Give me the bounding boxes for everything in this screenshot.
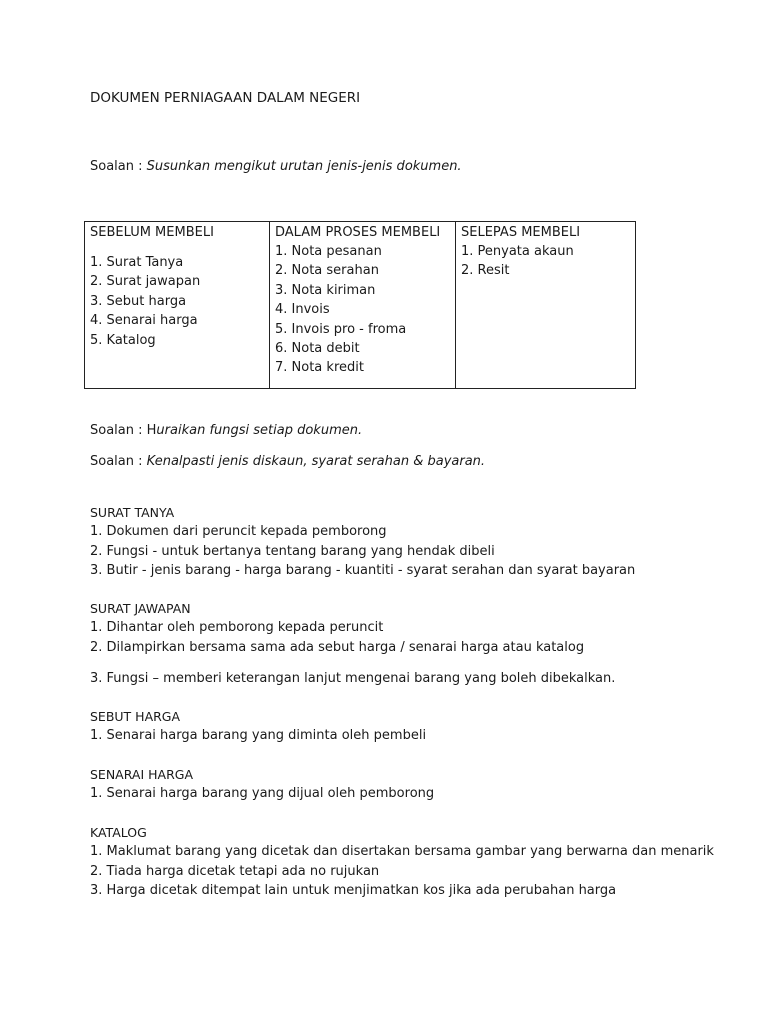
list-item: 4. Invois: [275, 302, 330, 318]
question-2-text: uraikan fungsi setiap dokumen.: [156, 423, 363, 438]
table-row: [85, 222, 636, 389]
question-2-prefix: Soalan : H: [90, 423, 157, 438]
list-item: 1. Dihantar oleh pemborong kepada peruncit: [90, 620, 384, 635]
list-item: 2. Dilampirkan bersama sama ada sebut harga / senarai harga atau katalog: [90, 639, 585, 655]
list-item: 1. Dokumen dari peruncit kepada pemborong: [90, 524, 387, 539]
list-item: 6. Nota debit: [275, 341, 360, 357]
list-item: 7. Nota kredit: [275, 360, 364, 376]
column-header: SEBELUM MEMBELI: [90, 225, 214, 240]
question-3: [90, 454, 485, 469]
list-item: 2. Surat jawapan: [90, 274, 201, 290]
column-dalam-proses-membeli: [270, 222, 456, 389]
section-surat-jawapan-item-3: [90, 669, 615, 689]
document-title: DOKUMEN PERNIAGAAN DALAM NEGERI: [90, 90, 361, 106]
list-item: 3. Sebut harga: [90, 293, 187, 309]
list-item: 1. Senarai harga barang yang diminta oleh pembeli: [90, 728, 427, 743]
column-selepas-membeli: [456, 222, 636, 389]
section-heading: KATALOG: [90, 825, 147, 840]
section-sebut-harga: [90, 707, 426, 746]
list-item: 1. Surat Tanya: [90, 255, 184, 270]
section-heading: SENARAI HARGA: [90, 767, 193, 782]
list-item: 1. Senarai harga barang yang dijual oleh pemborong: [90, 786, 435, 801]
list-item: 4. Senarai harga: [90, 313, 198, 329]
section-heading: SEBUT HARGA: [90, 709, 181, 724]
question-1-text: Susunkan mengikut urutan jenis-jenis dokumen.: [146, 159, 462, 174]
section-surat-tanya: [90, 503, 635, 581]
column-header: SELEPAS MEMBELI: [461, 225, 581, 240]
list-item: 5. Invois pro - froma: [275, 321, 407, 337]
column-header: DALAM PROSES MEMBELI: [275, 225, 441, 240]
list-item: 3. Harga dicetak ditempat lain untuk menjimatkan kos jika ada perubahan harga: [90, 883, 617, 899]
list-item: 1. Penyata akaun: [461, 244, 574, 259]
question-1-prefix: Soalan :: [90, 159, 147, 174]
column-sebelum-membeli: [85, 222, 270, 389]
question-3-text: Kenalpasti jenis diskaun, syarat serahan & bayaran.: [146, 454, 486, 469]
question-1: [90, 159, 462, 174]
list-item: 2. Tiada harga dicetak tetapi ada no rujukan: [90, 863, 380, 879]
list-item: 2. Fungsi - untuk bertanya tentang barang yang hendak dibeli: [90, 543, 495, 559]
question-3-prefix: Soalan :: [90, 454, 147, 469]
question-2: [90, 423, 362, 438]
list-item: 1. Nota pesanan: [275, 244, 382, 259]
section-katalog: [90, 823, 714, 901]
spacer: [90, 242, 264, 253]
list-item: 2. Resit: [461, 263, 510, 279]
section-senarai-harga: [90, 765, 434, 804]
list-item: 5. Katalog: [90, 332, 156, 348]
list-item: 1. Maklumat barang yang dicetak dan disertakan bersama gambar yang berwarna dan menarik: [90, 844, 714, 859]
section-surat-jawapan: [90, 599, 584, 657]
list-item: 2. Nota serahan: [275, 263, 379, 279]
list-item: 3. Fungsi – memberi keterangan lanjut mengenai barang yang boleh dibekalkan.: [90, 671, 616, 686]
list-item: 3. Nota kiriman: [275, 282, 376, 298]
list-item: 3. Butir - jenis barang - harga barang - kuantiti - syarat serahan dan syarat bayaran: [90, 563, 636, 579]
document-sequence-table: [84, 221, 636, 389]
section-heading: SURAT TANYA: [90, 505, 175, 520]
section-heading: SURAT JAWAPAN: [90, 601, 191, 616]
